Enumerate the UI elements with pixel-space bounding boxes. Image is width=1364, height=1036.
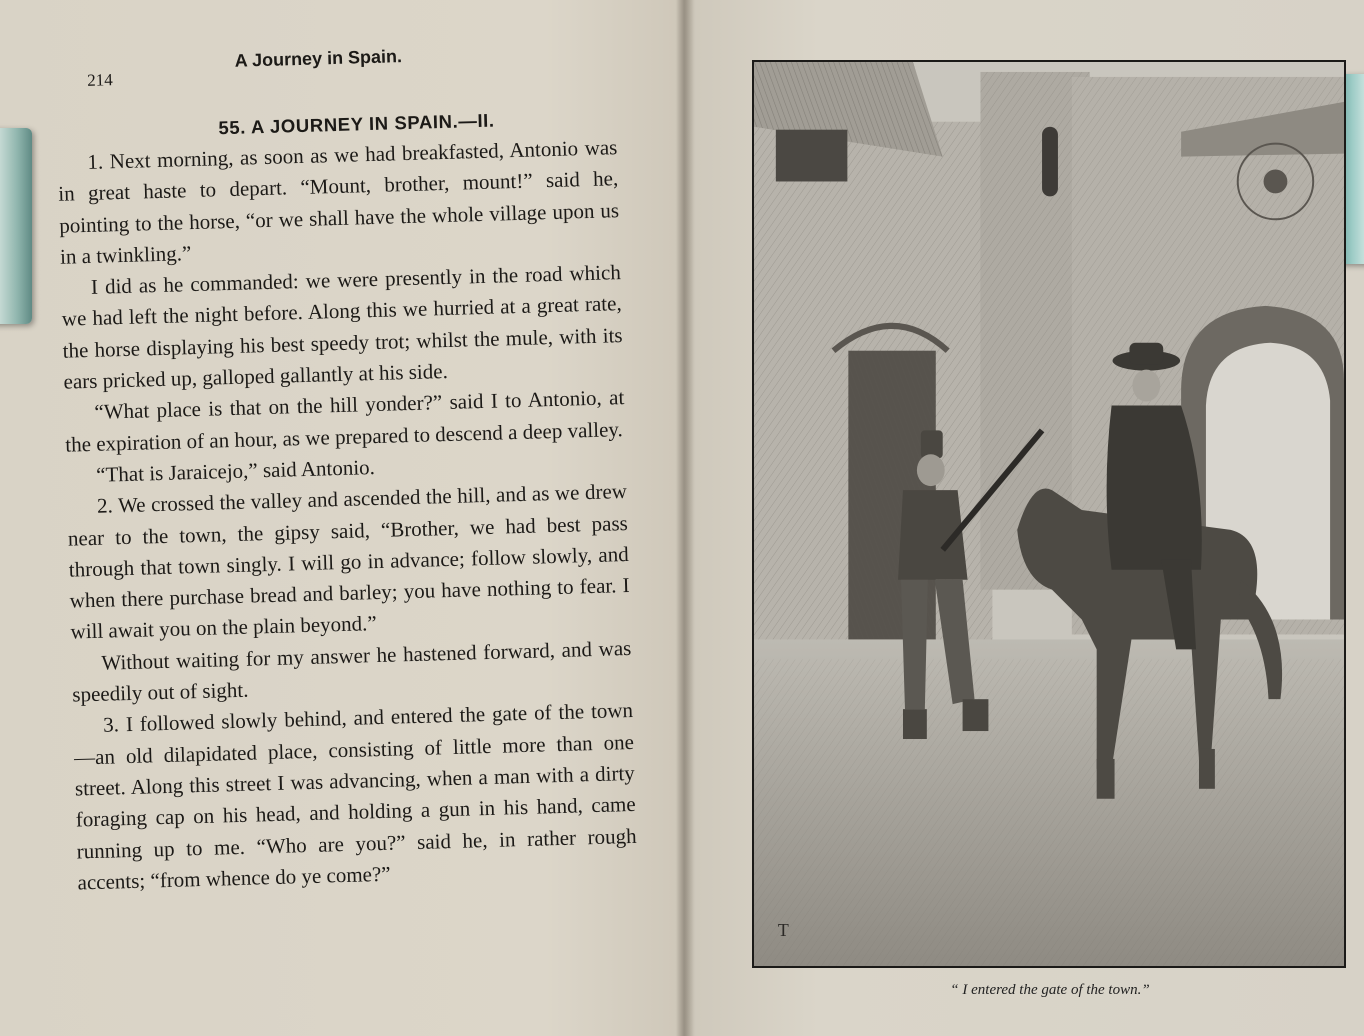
paragraph: 2. We crossed the valley and ascended the hill, and as we drew near to the town, the gipsy said, “Brother, we had best pass through that town singly. I will go in advance; follow slowly, and when there purchase bread and barley; you have nothing to fear. I will await you on the plain beyond.” (67, 479, 630, 645)
artist-monogram: T (777, 920, 789, 941)
left-page (54, 26, 641, 1021)
engraving-illustration (754, 62, 1344, 966)
page-number: 214 (86, 70, 113, 90)
chapter-heading: 55. A JOURNEY IN SPAIN.—II. (218, 109, 495, 139)
glass-weight-left (0, 128, 32, 324)
paragraph: 1. Next morning, as soon as we had breakfasted, Antonio was in great haste to depart. “Mount, brother, mount!” said he, pointing to the horse, “or we shall have the whole village upon us in a twinkling.” (58, 135, 620, 269)
paragraph: I did as he commanded: we were presently in the road which we had left the night before. Along this we hurried at a great rate, the horse displaying his best speedy trot; whilst the mule, with its ears pricked up, galloped gallantly at his side. (61, 260, 623, 394)
paragraph: “That is Jaraicejo,” said Antonio. (95, 455, 376, 487)
paragraph: “What place is that on the hill yonder?” said I to Antonio, at the expiration of an hour, as we prepared to descend a deep valley. (65, 385, 625, 457)
running-title: A Journey in Spain. (234, 46, 403, 71)
paragraph: 3. I followed slowly behind, and entered the gate of the town—an old dilapidated place, consisting of little more than one street. Along this street I was advancing, when a man with a dirty foraging cap on his head, and holding a gun in his hand, came running up to me. “Who are you?” said he, in rather rough accents; “from whence do ye come?” (73, 698, 637, 895)
illustration-plate (752, 60, 1346, 968)
book-gutter (676, 0, 694, 1036)
running-head (54, 26, 615, 90)
illustration-caption: “ I entered the gate of the town.” (950, 982, 1150, 998)
paragraph: Without waiting for my answer he hastened forward, and was speedily out of sight. (72, 635, 632, 707)
